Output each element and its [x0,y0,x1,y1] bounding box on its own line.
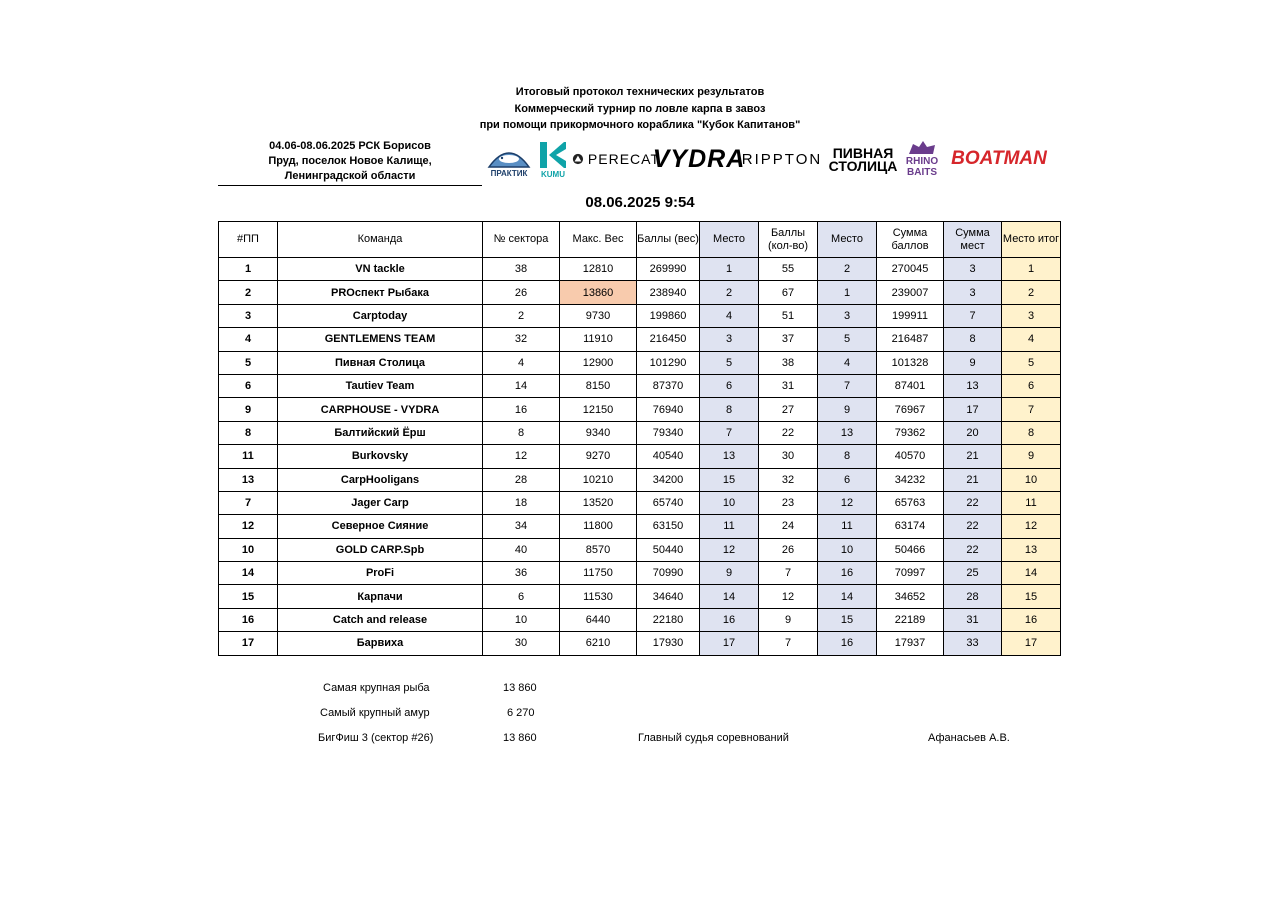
cell-pp: 14 [219,562,278,585]
cell-max-weight: 9730 [560,304,637,327]
cell-max-weight: 11910 [560,328,637,351]
venue-line-1: 04.06-08.06.2025 РСК Борисов [269,140,431,152]
praktik-fish-icon [486,143,532,169]
cell-pp: 11 [219,445,278,468]
cell-final-place: 7 [1002,398,1061,421]
cell-final-place: 15 [1002,585,1061,608]
cell-team: Jager Carp [278,491,483,514]
cell-points-count: 7 [759,632,818,655]
cell-points-weight: 34200 [637,468,700,491]
cell-place-weight: 9 [700,562,759,585]
cell-pp: 2 [219,281,278,304]
sponsor-logos [484,138,1054,180]
venue-underline [218,185,482,186]
cell-pp: 13 [219,468,278,491]
cell-place-weight: 1 [700,258,759,281]
cell-place-count: 16 [818,632,877,655]
cell-points-count: 22 [759,421,818,444]
cell-points-count: 26 [759,538,818,561]
perecat-text: PERECAT [587,151,660,167]
table-row [219,304,1061,327]
cell-team: Балтийский Ёрш [278,421,483,444]
boatman-text: BOATMAN [951,148,1047,169]
cell-final-place: 3 [1002,304,1061,327]
praktik-text: ПРАКТИК [490,168,528,178]
cell-team: Северное Сияние [278,515,483,538]
cell-pp: 16 [219,608,278,631]
cell-team: GENTLEMENS TEAM [278,328,483,351]
cell-final-place: 8 [1002,421,1061,444]
header-final-place: Место итог [1002,222,1061,258]
title-line-1: Итоговый протокол технических результатов [515,86,765,98]
cell-max-weight: 11530 [560,585,637,608]
cell-sum-points: 101328 [877,351,944,374]
table-row [219,281,1061,304]
cell-pp: 4 [219,328,278,351]
cell-sum-places: 9 [944,351,1002,374]
cell-team: Burkovsky [278,445,483,468]
cell-place-weight: 4 [700,304,759,327]
cell-points-weight: 216450 [637,328,700,351]
cell-place-count: 13 [818,421,877,444]
cell-final-place: 14 [1002,562,1061,585]
cell-sector: 26 [483,281,560,304]
cell-sum-places: 28 [944,585,1002,608]
biggest-fish-value: 13 860 [503,682,537,694]
table-row [219,608,1061,631]
cell-team: Catch and release [278,608,483,631]
cell-sum-places: 22 [944,515,1002,538]
table-row [219,468,1061,491]
cell-max-weight: 11800 [560,515,637,538]
cell-max-weight: 12810 [560,258,637,281]
protocol-datetime: 08.06.2025 9:54 [585,194,695,211]
cell-sum-places: 21 [944,445,1002,468]
cell-place-weight: 14 [700,585,759,608]
cell-sum-points: 65763 [877,491,944,514]
cell-place-weight: 6 [700,374,759,397]
rhino-icon [907,140,937,156]
cell-sum-points: 239007 [877,281,944,304]
cell-sum-places: 22 [944,538,1002,561]
cell-sum-places: 13 [944,374,1002,397]
cell-pp: 6 [219,374,278,397]
rhino-text-2: BAITS [907,167,937,178]
cell-place-weight: 8 [700,398,759,421]
cell-pp: 7 [219,491,278,514]
cell-points-weight: 63150 [637,515,700,538]
cell-place-weight: 11 [700,515,759,538]
cell-max-weight: 11750 [560,562,637,585]
cell-sector: 2 [483,304,560,327]
venue-line-2: Пруд, поселок Новое Калище, [268,155,432,167]
cell-place-count: 7 [818,374,877,397]
cell-final-place: 10 [1002,468,1061,491]
cell-team: PROспект Рыбака [278,281,483,304]
cell-sum-points: 199911 [877,304,944,327]
cell-sum-points: 70997 [877,562,944,585]
cell-sum-points: 17937 [877,632,944,655]
cell-max-weight: 6440 [560,608,637,631]
cell-place-count: 12 [818,491,877,514]
biggest-fish-label: Самая крупная рыба [323,682,430,694]
cell-place-count: 2 [818,258,877,281]
cell-points-count: 55 [759,258,818,281]
cell-sector: 40 [483,538,560,561]
cell-pp: 8 [219,421,278,444]
cell-team: CarpHooligans [278,468,483,491]
title-line-2: Коммерческий турнир по ловле карпа в завоз [514,102,766,115]
table-row [219,538,1061,561]
table-header-row [219,222,1061,258]
cell-points-weight: 269990 [637,258,700,281]
cell-sum-points: 40570 [877,445,944,468]
cell-points-count: 37 [759,328,818,351]
cell-pp: 10 [219,538,278,561]
cell-points-weight: 22180 [637,608,700,631]
cell-max-weight: 9270 [560,445,637,468]
praktik-logo [484,140,534,180]
cell-points-weight: 79340 [637,421,700,444]
cell-place-count: 1 [818,281,877,304]
cell-place-count: 5 [818,328,877,351]
cell-sum-points: 216487 [877,328,944,351]
cell-place-count: 4 [818,351,877,374]
cell-sum-points: 22189 [877,608,944,631]
cell-sector: 30 [483,632,560,655]
cell-sector: 36 [483,562,560,585]
cell-sector: 10 [483,608,560,631]
cell-sum-places: 31 [944,608,1002,631]
cell-team: VN tackle [278,258,483,281]
cell-team: Барвиха [278,632,483,655]
cell-final-place: 12 [1002,515,1061,538]
rippton-text: RIPPTON [741,150,823,168]
cell-sector: 6 [483,585,560,608]
cell-sector: 14 [483,374,560,397]
cell-place-count: 8 [818,445,877,468]
pivnaya-text-2: СТОЛИЦА [828,158,898,174]
cell-final-place: 17 [1002,632,1061,655]
cell-points-weight: 50440 [637,538,700,561]
cell-sector: 8 [483,421,560,444]
kumu-text: KUMU [541,169,565,179]
cell-final-place: 5 [1002,351,1061,374]
cell-place-count: 3 [818,304,877,327]
cell-sector: 16 [483,398,560,421]
pivnaya-text-1: ПИВНАЯ [832,145,894,161]
cell-max-weight: 12900 [560,351,637,374]
cell-sum-places: 25 [944,562,1002,585]
cell-max-weight: 9340 [560,421,637,444]
cell-points-count: 67 [759,281,818,304]
cell-max-weight: 13520 [560,491,637,514]
cell-max-weight: 12150 [560,398,637,421]
cell-points-count: 23 [759,491,818,514]
table-row [219,585,1061,608]
cell-sum-places: 17 [944,398,1002,421]
cell-final-place: 6 [1002,374,1061,397]
perecat-logo [572,148,660,170]
cell-pp: 3 [219,304,278,327]
cell-place-count: 11 [818,515,877,538]
cell-points-weight: 17930 [637,632,700,655]
cell-place-weight: 12 [700,538,759,561]
vydra-logo [652,142,746,176]
cell-max-weight: 8570 [560,538,637,561]
cell-final-place: 13 [1002,538,1061,561]
cell-sum-places: 22 [944,491,1002,514]
biggest-amur-label: Самый крупный амур [320,707,430,719]
cell-sector: 28 [483,468,560,491]
cell-place-weight: 5 [700,351,759,374]
cell-pp: 15 [219,585,278,608]
header-points-count: Баллы (кол-во) [759,222,818,258]
cell-place-weight: 10 [700,491,759,514]
judge-label: Главный судья соревнований [638,732,789,744]
cell-place-count: 10 [818,538,877,561]
cell-points-count: 12 [759,585,818,608]
cell-sum-points: 76967 [877,398,944,421]
cell-final-place: 2 [1002,281,1061,304]
cell-points-count: 31 [759,374,818,397]
header-place-weight: Место [700,222,759,258]
bigfish-value: 13 860 [503,732,537,744]
cell-sum-points: 50466 [877,538,944,561]
cell-place-count: 6 [818,468,877,491]
title-line-3: при помощи прикормочного кораблика "Кубок Капитанов" [479,119,801,131]
table-row [219,491,1061,514]
cell-team: CARPHOUSE - VYDRA [278,398,483,421]
cell-sector: 32 [483,328,560,351]
cell-pp: 17 [219,632,278,655]
cell-place-weight: 17 [700,632,759,655]
table-row [219,562,1061,585]
cell-sum-places: 8 [944,328,1002,351]
header-pp: #ПП [219,222,278,258]
cell-final-place: 4 [1002,328,1061,351]
header-sum-places: Сумма мест [944,222,1002,258]
cell-points-weight: 238940 [637,281,700,304]
cell-points-count: 9 [759,608,818,631]
table-row [219,258,1061,281]
cell-place-count: 15 [818,608,877,631]
pivnaya-stolitsa-logo [826,144,900,176]
venue-info [218,139,482,184]
cell-points-count: 32 [759,468,818,491]
boatman-logo [944,148,1054,170]
table-row [219,398,1061,421]
header-points-weight: Баллы (вес) [637,222,700,258]
cell-points-weight: 34640 [637,585,700,608]
cell-points-weight: 76940 [637,398,700,421]
cell-points-count: 51 [759,304,818,327]
cell-place-count: 16 [818,562,877,585]
cell-sector: 34 [483,515,560,538]
cell-final-place: 9 [1002,445,1061,468]
biggest-amur-value: 6 270 [507,707,535,719]
cell-points-weight: 40540 [637,445,700,468]
cell-sum-points: 34232 [877,468,944,491]
vydra-text: VYDRA [652,144,746,173]
cell-sum-places: 33 [944,632,1002,655]
header-place-count: Место [818,222,877,258]
cell-final-place: 1 [1002,258,1061,281]
cell-sum-points: 87401 [877,374,944,397]
cell-team: ProFi [278,562,483,585]
cell-team: GOLD CARP.Spb [278,538,483,561]
kumu-k-icon [538,140,568,170]
cell-points-weight: 101290 [637,351,700,374]
cell-points-count: 7 [759,562,818,585]
header-sum-points: Сумма баллов [877,222,944,258]
cell-sector: 38 [483,258,560,281]
judge-name: Афанасьев А.В. [928,732,1010,744]
table-row [219,374,1061,397]
cell-team: Карпачи [278,585,483,608]
perecat-mark-icon [572,152,584,166]
cell-max-weight: 10210 [560,468,637,491]
cell-max-weight: 8150 [560,374,637,397]
cell-final-place: 16 [1002,608,1061,631]
cell-points-count: 38 [759,351,818,374]
results-table [218,221,1061,656]
rippton-logo [740,148,824,170]
cell-points-count: 27 [759,398,818,421]
kumu-logo [536,138,570,180]
cell-place-weight: 7 [700,421,759,444]
cell-pp: 1 [219,258,278,281]
cell-team: Carptoday [278,304,483,327]
cell-pp: 5 [219,351,278,374]
table-row [219,445,1061,468]
table-row [219,632,1061,655]
cell-sum-places: 3 [944,281,1002,304]
rhino-baits-logo [904,138,940,180]
table-row [219,351,1061,374]
cell-pp: 12 [219,515,278,538]
cell-max-weight-highlighted: 13860 [560,281,637,304]
cell-place-count: 14 [818,585,877,608]
cell-sum-points: 270045 [877,258,944,281]
table-row [219,421,1061,444]
cell-points-weight: 87370 [637,374,700,397]
bigfish-label: БигФиш 3 (сектор #26) [318,732,434,744]
venue-line-3: Ленинградской области [284,170,416,182]
table-row [219,328,1061,351]
cell-sector: 18 [483,491,560,514]
cell-sum-points: 34652 [877,585,944,608]
cell-points-weight: 199860 [637,304,700,327]
rhino-text-1: RHINO [905,156,939,167]
cell-sum-points: 63174 [877,515,944,538]
cell-place-weight: 3 [700,328,759,351]
cell-points-count: 30 [759,445,818,468]
cell-place-count: 9 [818,398,877,421]
cell-place-weight: 15 [700,468,759,491]
cell-points-count: 24 [759,515,818,538]
cell-pp: 9 [219,398,278,421]
header-sector: № сектора [483,222,560,258]
cell-place-weight: 13 [700,445,759,468]
document-title [0,84,1280,134]
cell-sector: 4 [483,351,560,374]
cell-sum-places: 7 [944,304,1002,327]
cell-sum-places: 20 [944,421,1002,444]
cell-sum-places: 21 [944,468,1002,491]
cell-max-weight: 6210 [560,632,637,655]
cell-sum-points: 79362 [877,421,944,444]
cell-sector: 12 [483,445,560,468]
header-team: Команда [278,222,483,258]
cell-final-place: 11 [1002,491,1061,514]
cell-team: Tautiev Team [278,374,483,397]
cell-points-weight: 70990 [637,562,700,585]
header-max-weight: Макс. Вес [560,222,637,258]
cell-team: Пивная Столица [278,351,483,374]
cell-points-weight: 65740 [637,491,700,514]
cell-place-weight: 16 [700,608,759,631]
table-row [219,515,1061,538]
cell-place-weight: 2 [700,281,759,304]
cell-sum-places: 3 [944,258,1002,281]
